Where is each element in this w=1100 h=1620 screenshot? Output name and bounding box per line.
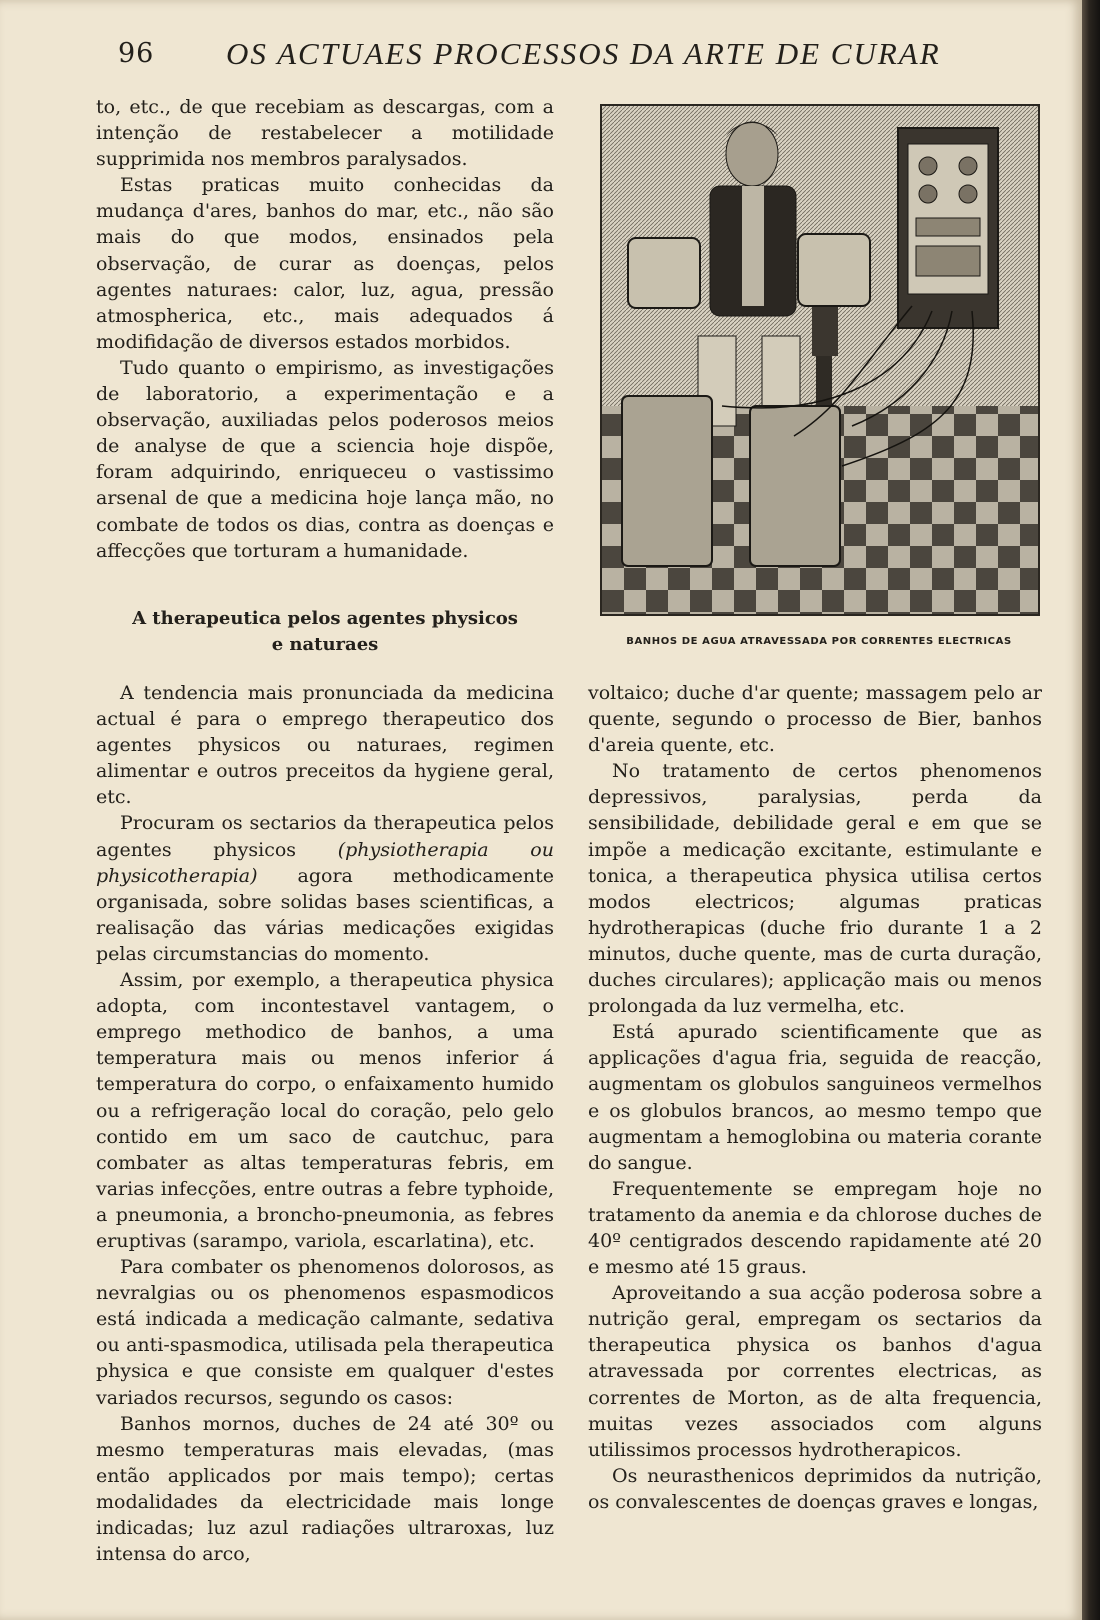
paragraph: Está apurado scientificamente que as applicações d'agua fria, seguida de reacção, augmentam os globulos sanguineos vermelhos e os globulos brancos, ao mesmo tempo que augmentam a hemoglobina ou materia corante do sangue.	[588, 1021, 1042, 1174]
page-header	[118, 36, 941, 82]
paragraph: to, etc., de que recebiam as descargas, com a intenção de restabelecer a motilidade supprimida nos membros paralysados.	[96, 96, 554, 171]
left-column-bottom	[96, 680, 554, 1567]
figure-caption: BANHOS DE AGUA ATRAVESSADA POR CORRENTES ELECTRICAS	[626, 636, 1012, 647]
paragraph: Banhos mornos, duches de 24 até 30º ou mesmo temperaturas mais elevadas, (mas então applicados por mais tempo); certas modalidades da electricidade mais longe indicadas; luz azul radiações ultraroxas, luz intensa do arco,	[96, 1412, 554, 1566]
paragraph: Assim, por exemplo, a therapeutica physica adopta, com incontestavel vantagem, o emprego methodico de banhos, a uma temperatura mais ou menos inferior á temperatura do corpo, o enfaixamento humido ou a refrigeração local do coração, pelo gelo contido em um saco de cautchuc, para combater as altas temperaturas febris, em varias infecções, entre outras a febre typhoide, a pneumonia, a broncho-pneumonia, as febres eruptivas (sarampo, variola, escarlatina), etc.	[96, 969, 554, 1252]
paragraph: Tudo quanto o empirismo, as investigações de laboratorio, a experimentação e a observação, auxiliadas pelos poderosos meios de analyse de que a sciencia hoje dispõe, foram adquirindo, enriqueceu o vastissimo arsenal de que a medicina hoje lança mão, no combate de todos os dias, contra as doenças e affecções que torturam a humanidade.	[96, 356, 554, 562]
bath-apparatus-engraving	[602, 106, 1038, 614]
right-column-bottom	[588, 680, 1042, 1515]
paragraph-text: agora methodicamente organisada, sobre solidas bases scientificas, a realisação das várias medicações exigidas pelas circumstancias do momento.	[96, 864, 554, 965]
italic-term: (physiotherapia ou physicotherapia)	[96, 838, 554, 887]
paragraph: voltaico; duche d'ar quente; massagem pelo ar quente, segundo o processo de Bier, banhos d'areia quente, etc.	[588, 682, 1042, 757]
paragraph: Aproveitando a sua acção poderosa sobre a nutrição geral, empregam os sectarios da therapeutica physica os banhos d'agua atravessada por correntes electricas, as correntes de Morton, as de alta frequencia, muitas vezes associados com alguns utilissimos processos hydrotherapicos.	[588, 1282, 1042, 1461]
section-heading	[96, 606, 554, 658]
book-gutter-edge	[1082, 0, 1100, 1620]
paragraph-text: Procuram os sectarios da therapeutica pelos agentes physicos	[96, 812, 554, 861]
left-column-top	[96, 94, 554, 564]
page-number: 96	[118, 38, 155, 69]
paragraph: Para combater os phenomenos dolorosos, as nevralgias ou os phenomenos espasmodicos está indicada a medicação calmante, sedativa ou anti-spasmodica, utilisada pela therapeutica physica e que consiste em qualquer d'estes variados recursos, segundo os casos:	[96, 1256, 554, 1409]
section-heading-line: e naturaes	[271, 634, 379, 655]
engraving-illustration	[600, 104, 1040, 616]
paragraph: No tratamento de certos phenomenos depressivos, paralysias, perda da sensibilidade, debilidade geral e em que se impõe a medicação excitante, estimulante e tonica, a therapeutica physica utilisa certos modos electricos; algumas praticas hydrotherapicas (duche frio durante 1 a 2 minutos, duche quente, mas de curta duração, duches circulares); applicação mais ou menos prolongada da luz vermelha, etc.	[588, 760, 1042, 1018]
section-heading-line: A therapeutica pelos agentes physicos	[132, 608, 518, 629]
paragraph: A tendencia mais pronunciada da medicina actual é para o emprego therapeutico dos agentes physicos ou naturaes, regimen alimentar e outros preceitos da hygiene geral, etc.	[96, 682, 554, 809]
paragraph	[96, 810, 554, 967]
paragraph: Estas praticas muito conhecidas da mudança d'ares, banhos do mar, etc., não são mais do que modos, ensinados pela observação, de curar as doenças, pelos agentes naturaes: calor, luz, agua, pressão atmospherica, etc., mais adequados á modifidação de diversos estados morbidos.	[96, 174, 554, 353]
paragraph: Frequentemente se empregam hoje no tratamento da anemia e da chlorose duches de 40º centigrados descendo rapidamente até 20 e mesmo até 15 graus.	[588, 1177, 1042, 1279]
paragraph: Os neurasthenicos deprimidos da nutrição, os convalescentes de doenças graves e longas,	[588, 1464, 1042, 1513]
running-head: OS ACTUAES PROCESSOS DA ARTE DE CURAR	[226, 36, 941, 71]
